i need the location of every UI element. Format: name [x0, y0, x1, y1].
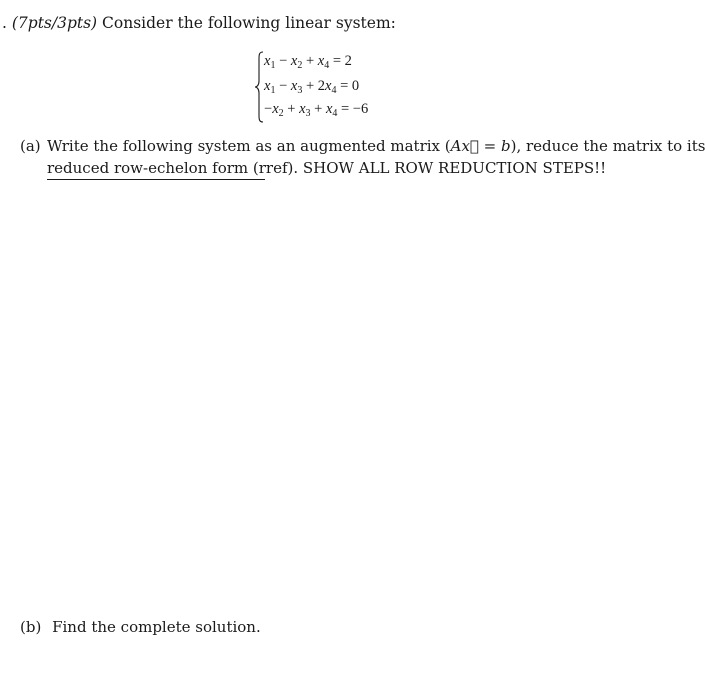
rref-underline [47, 179, 265, 180]
part-b [20, 616, 261, 638]
part-a-line1-post: ), reduce the matrix to its [510, 137, 705, 155]
problem-prefix: . [2, 14, 12, 32]
problem-points: (7pts/3pts) [11, 14, 98, 32]
part-a-line1-pre: Write the following system as an augmented matrix ( [47, 137, 451, 155]
equation-3: $-x_2 + x_3 + x_4 = -6$ [264, 101, 369, 119]
equation-2: $x_1 - x_3 + 2x_4 = 0$ [264, 78, 360, 96]
part-b-text: Find the complete solution. [52, 618, 261, 636]
part-a-math: Ax⃗ = b [450, 137, 511, 155]
equation-1: $x_1 - x_2 + x_4 = 2$ [264, 53, 352, 71]
part-a-line-1 [47, 135, 705, 157]
problem-intro: Consider the following linear system: [97, 14, 396, 32]
part-a-line-2: reduced row-echelon form (rref). SHOW ALL ROW REDUCTION STEPS!! [47, 159, 607, 177]
part-a-label: (a) [20, 137, 41, 155]
part-b-label: (b) [20, 618, 42, 636]
problem-header [2, 14, 396, 32]
linear-system [254, 51, 424, 123]
left-brace [254, 51, 264, 123]
